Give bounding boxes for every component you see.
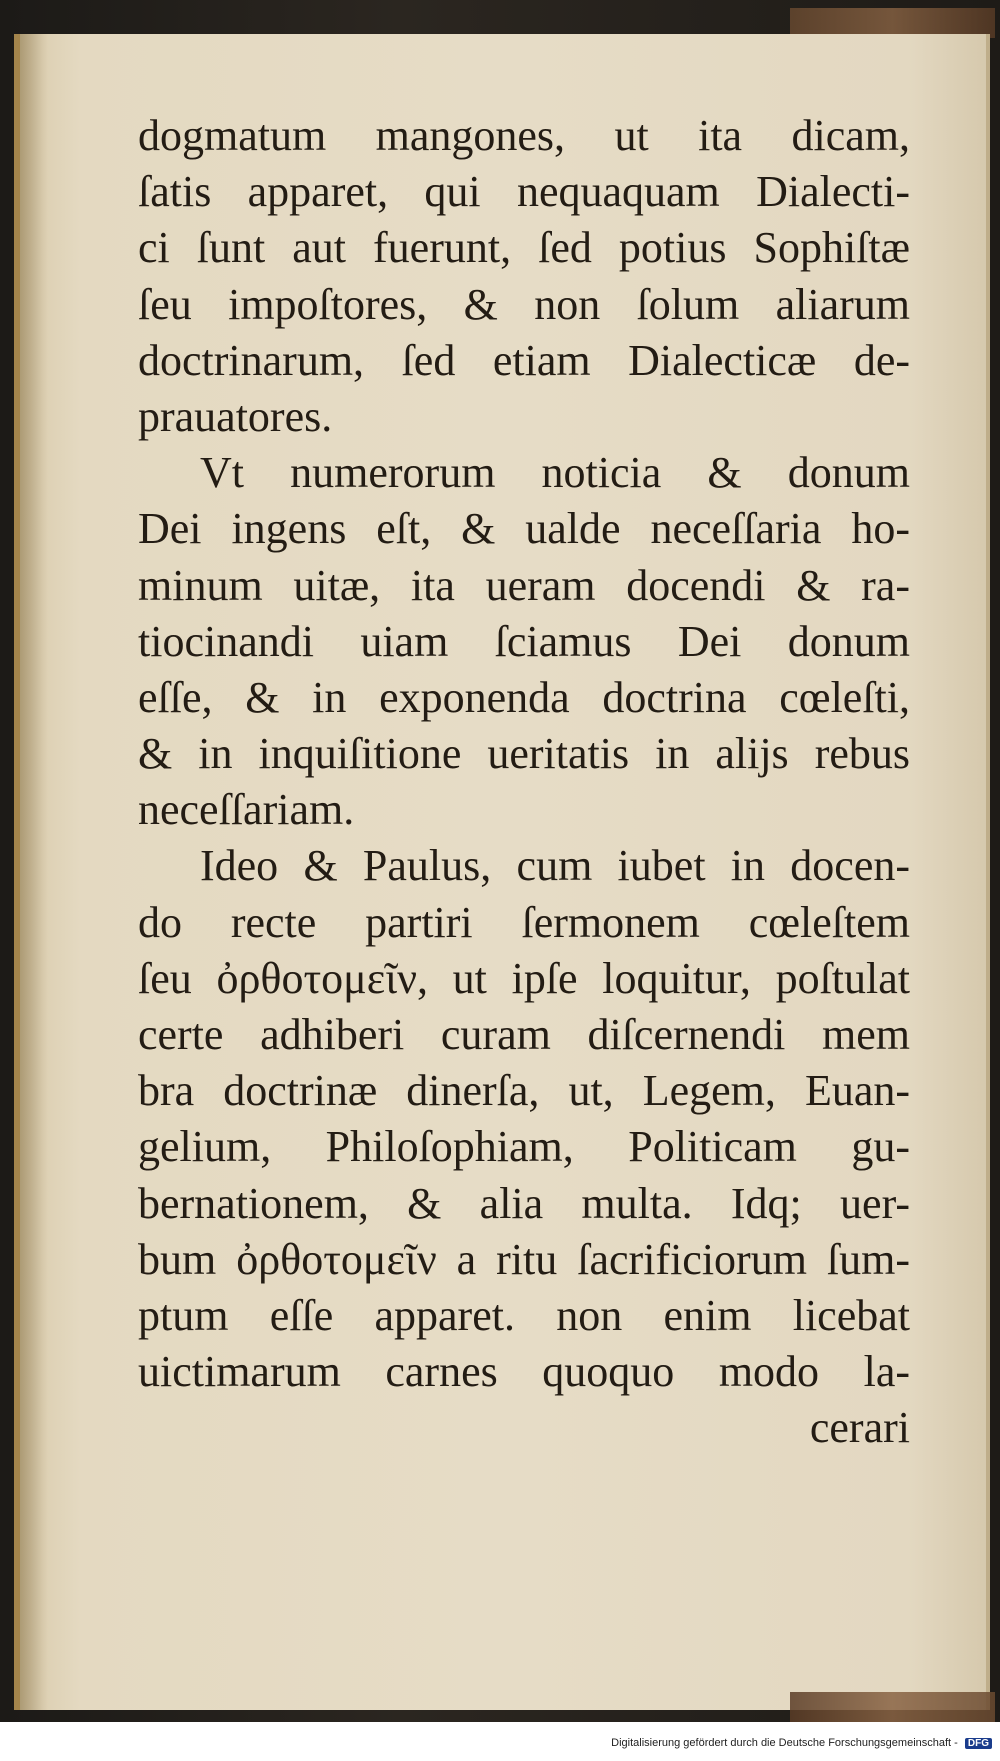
text-line: prauatores. <box>138 391 333 441</box>
text-line: bra doctrinæ dinerſa, ut, Legem, Euan- <box>138 1066 910 1116</box>
text-line: uictimarum carnes quoquo modo la- <box>138 1347 910 1397</box>
text-line: do recte partiri ſermonem cœleſtem <box>138 897 910 947</box>
text-line: & in inquiſitione ueritatis in alijs rebus <box>138 729 910 779</box>
dfg-logo: DFG <box>965 1738 992 1749</box>
gutter-shadow <box>20 34 48 1710</box>
text-line: doctrinarum, ſed etiam Dialecticæ de- <box>138 335 910 385</box>
text-line: neceſſariam. <box>138 785 355 835</box>
text-line: tiocinandi uiam ſciamus Dei donum <box>138 616 910 666</box>
page-text <box>138 108 910 1457</box>
text-line: ci ſunt aut fuerunt, ſed potius Sophiſtæ <box>138 223 910 273</box>
text-line: minum uitæ, ita ueram docendi & ra- <box>138 560 910 610</box>
text-line: Vt numerorum noticia & donum <box>200 448 910 498</box>
text-line: ptum eſſe apparet. non enim licebat <box>138 1290 910 1340</box>
text-line: Dei ingens eſt, & ualde neceſſaria ho- <box>138 504 910 554</box>
text-line: dogmatum mangones, ut ita dicam, <box>138 111 910 160</box>
credit-text: Digitalisierung gefördert durch die Deutsche Forschungsgemeinschaft - <box>611 1737 958 1749</box>
catchword: cerari <box>809 1403 910 1453</box>
text-line: Ideo & Paulus, cum iubet in docen- <box>200 841 910 891</box>
text-line: ſeu impoſtores, & non ſolum aliarum <box>138 279 910 329</box>
book-edge-bottom <box>790 1692 995 1722</box>
text-line: bum ὀρθοτομεῖν a ritu ſacrificiorum ſum- <box>138 1234 910 1284</box>
text-line: gelium, Philoſophiam, Politicam gu- <box>138 1122 910 1172</box>
text-line: ſatis apparet, qui nequaquam Dialecti- <box>138 167 910 217</box>
text-line: certe adhiberi curam diſcernendi mem <box>138 1010 910 1059</box>
text-line: eſſe, & in exponenda doctrina cœleſti, <box>138 672 910 722</box>
text-line: ſeu ὀρθοτομεῖν, ut ipſe loquitur, poſtulat <box>138 953 910 1003</box>
text-line: bernationem, & alia multa. Idq; uer- <box>138 1178 910 1228</box>
digitization-credit <box>611 1737 992 1749</box>
